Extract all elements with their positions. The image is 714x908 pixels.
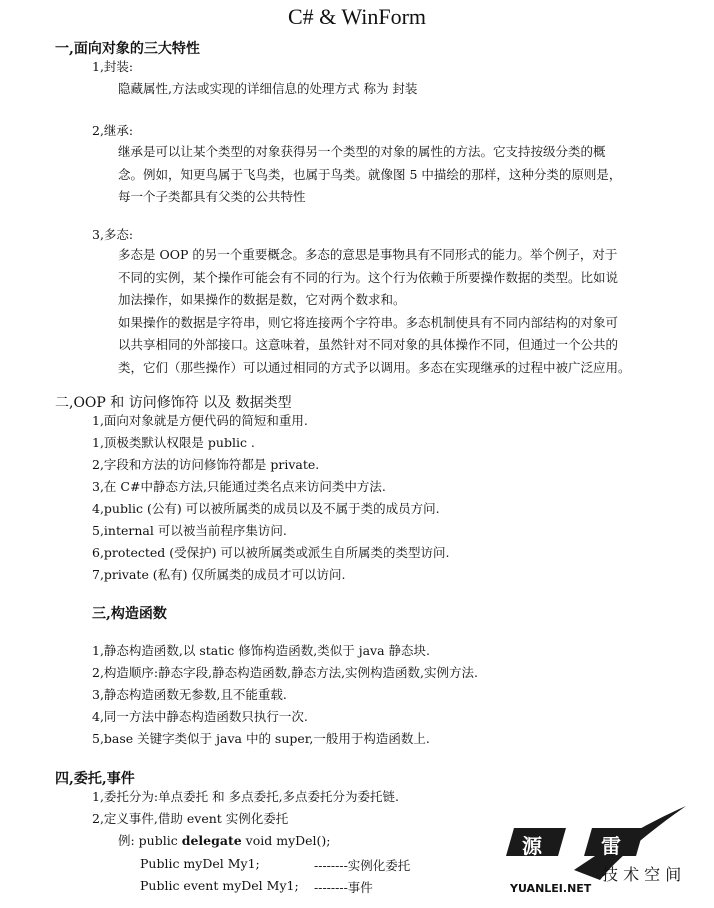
- list-item: 2,构造顺序:静态字段,静态构造函数,静态方法,实例构造函数,实例方法.: [92, 665, 479, 680]
- logo-site: YUANLEI.NET: [510, 882, 592, 895]
- code-row: [140, 856, 260, 871]
- polymorphism-line: 多态是 OOP 的另一个重要概念。多态的意思是事物具有不同形式的能力。举个例子，对于: [118, 247, 618, 262]
- code-suffix: void myDel();: [241, 833, 331, 848]
- list-item: 1,委托分为:单点委托 和 多点委托,多点委托分为委托链.: [92, 789, 400, 804]
- polymorphism-line: 如果操作的数据是字符串，则它将连接两个字符串。多态机制使具有不同内部结构的对象可: [118, 314, 619, 330]
- logo-char-2: 雷: [601, 834, 621, 858]
- code-comment: --------事件: [314, 880, 373, 895]
- list-item: 5,base 关键字类似于 java 中的 super,一般用于构造函数上.: [92, 731, 430, 746]
- logo-tagline: 技 术 空 间: [602, 865, 682, 884]
- encapsulation-text: 隐藏属性,方法或实现的详细信息的处理方式 称为 封装: [118, 81, 418, 96]
- list-item: 2,定义事件,借助 event 实例化委托: [92, 811, 289, 826]
- code-row: [140, 878, 299, 893]
- list-item: 1,面向对象就是方便代码的简短和重用.: [92, 413, 308, 428]
- polymorphism-line: 以共享相同的外部接口。这意味着，虽然针对不同对象的具体操作不同，但通过一个公共的: [118, 337, 619, 352]
- section-1-heading: 一,面向对象的三大特性: [55, 41, 200, 57]
- inheritance-line: 继承是可以让某个类型的对象获得另一个类型的对象的属性的方法。它支持按级分类的概: [118, 144, 606, 159]
- inheritance-paragraph: [118, 141, 688, 209]
- section-1-subheading-inheritance: 2,继承:: [92, 123, 134, 138]
- list-item: 3,在 C#中静态方法,只能通过类名点来访问类中方法.: [92, 479, 386, 494]
- list-item: 5,internal 可以被当前程序集访问.: [92, 523, 287, 538]
- document-title: C# & WinForm: [287, 4, 427, 29]
- list-item: 2,字段和方法的访问修饰符都是 private.: [92, 457, 320, 472]
- inheritance-line: 每一个子类都具有父类的公共特性: [118, 189, 306, 204]
- section-4-heading: 四,委托,事件: [55, 771, 135, 787]
- list-item: 1,静态构造函数,以 static 修饰构造函数,类似于 java 静态块.: [92, 643, 430, 658]
- inheritance-line: 念。例如，知更鸟属于飞鸟类，也属于鸟类。就像图 5 中描绘的那样，这种分类的原则是，: [118, 166, 622, 182]
- logo-char-1: 源: [522, 834, 542, 858]
- list-item: 3,静态构造函数无参数,且不能重载.: [92, 687, 287, 702]
- polymorphism-line: 加法操作，如果操作的数据是数，它对两个数求和。: [118, 292, 406, 307]
- section-3-heading: 三,构造函数: [92, 606, 167, 622]
- code-text: Public event myDel My1;: [140, 878, 299, 893]
- watermark-logo: [496, 800, 714, 904]
- code-comment: --------实例化委托: [314, 858, 411, 873]
- section-1-subheading-polymorphism: 3,多态:: [92, 227, 134, 242]
- list-item: 7,private (私有) 仅所属类的成员才可以访问.: [92, 567, 346, 582]
- list-item: 4,public (公有) 可以被所属类的成员以及不属于类的成员方问.: [92, 501, 440, 516]
- code-text: Public myDel My1;: [140, 856, 260, 871]
- polymorphism-paragraph: [118, 244, 688, 379]
- code-keyword: delegate: [181, 833, 242, 848]
- list-item: 6,protected (受保护) 可以被所属类或派生自所属类的类型访问.: [92, 545, 450, 560]
- code-prefix: 例: public: [118, 833, 182, 848]
- section-1-subheading-encapsulation: 1,封装:: [92, 59, 134, 74]
- polymorphism-line: 不同的实例，某个操作可能会有不同的行为。这个行为依赖于所要操作数据的类型。比如说: [118, 269, 619, 285]
- polymorphism-line: 类，它们（那些操作）可以通过相同的方式予以调用。多态在实现继承的过程中被广泛应用。: [118, 359, 631, 375]
- list-item: 4,同一方法中静态构造函数只执行一次.: [92, 709, 308, 724]
- section-2-heading: 二,OOP 和 访问修饰符 以及 数据类型: [55, 395, 292, 411]
- list-item: 1,顶极类默认权限是 public .: [92, 435, 255, 450]
- code-example-line: [118, 830, 331, 852]
